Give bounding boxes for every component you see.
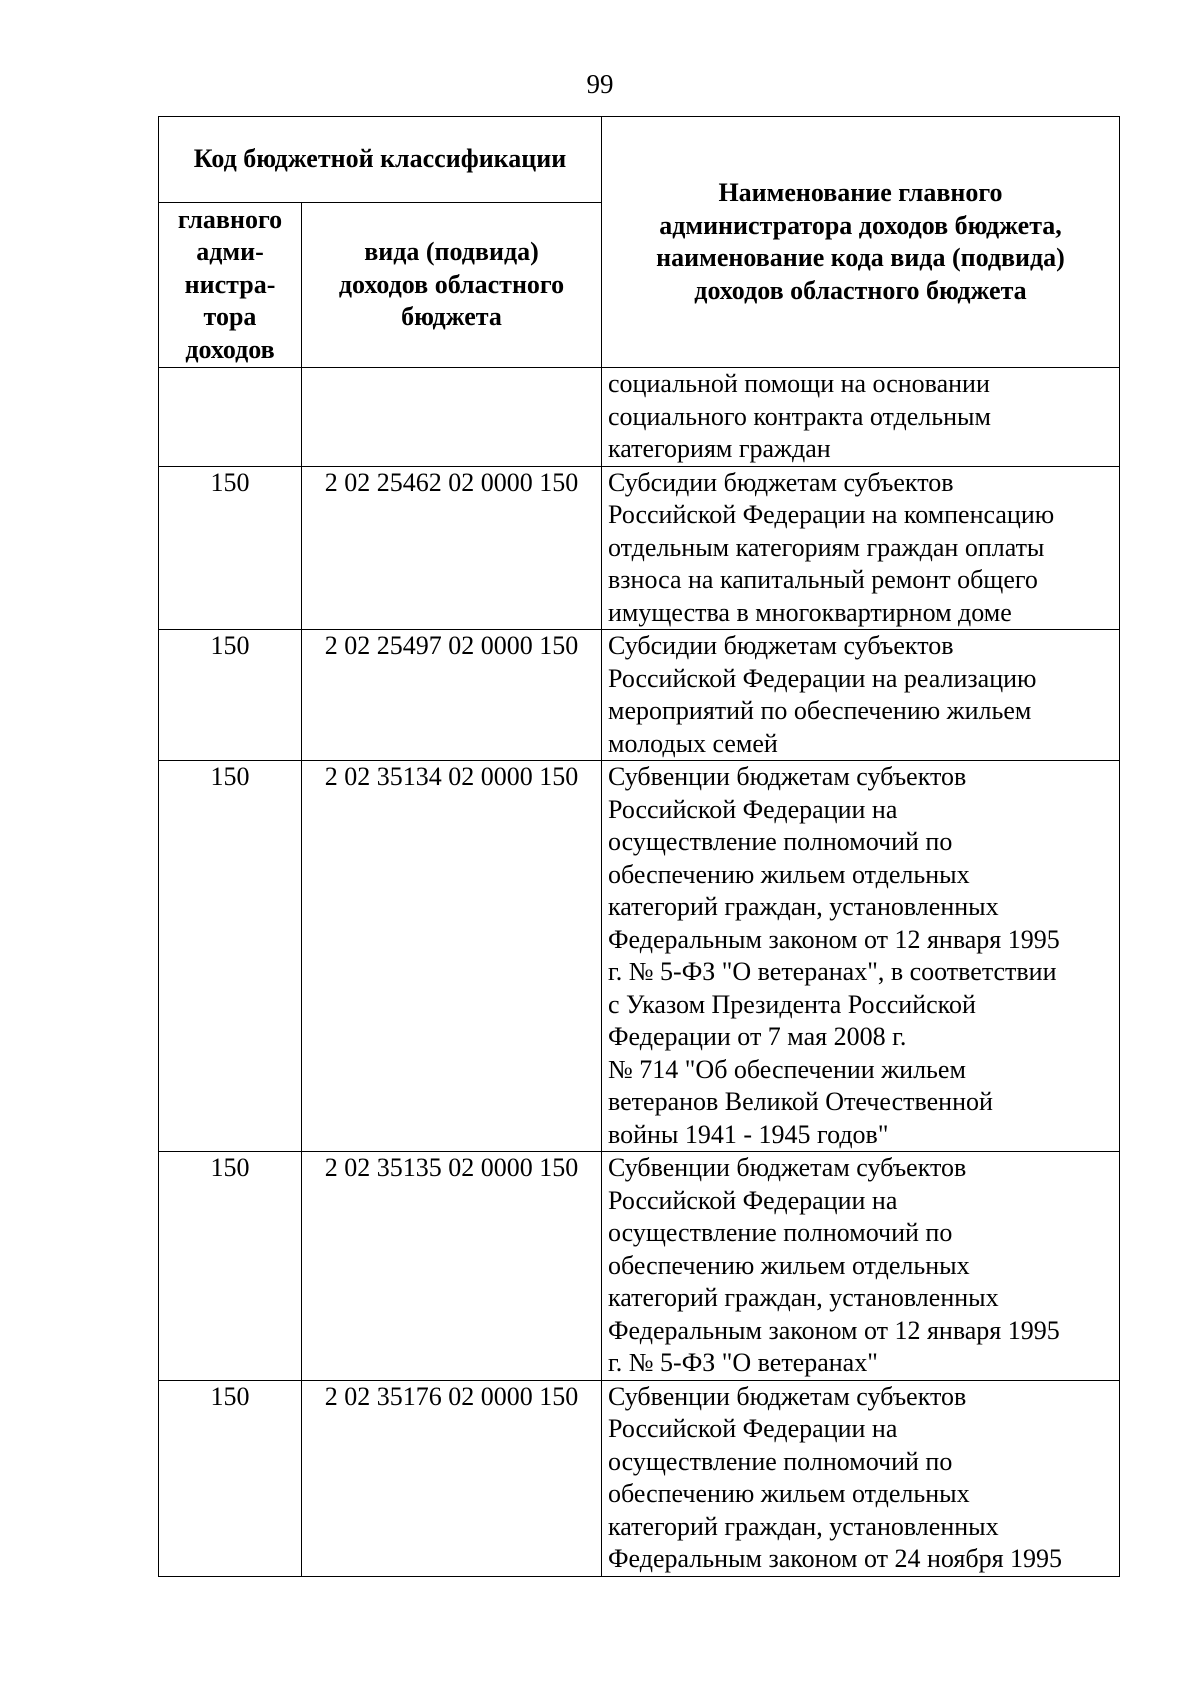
- name-line: Российской Федерации на: [608, 1414, 898, 1443]
- name-line: взноса на капитальный ремонт общего: [608, 565, 1038, 594]
- name-line: обеспечению жильем отдельных: [608, 1250, 970, 1280]
- name-line: Субсидии бюджетам субъектов: [608, 467, 954, 497]
- income-code-cell: [302, 368, 602, 467]
- header-admin-line: тора: [203, 302, 257, 332]
- header-name-line: наименование кода вида (подвида): [656, 243, 1065, 272]
- name-line: Российской Федерации на компенсацию: [608, 500, 1055, 529]
- name-line: социальной помощи на основании: [608, 369, 990, 398]
- admin-code-cell: 150: [159, 1380, 302, 1576]
- name-line: социального контракта отдельным: [608, 401, 991, 431]
- admin-code-cell: 150: [159, 630, 302, 761]
- name-line: молодых семей: [608, 728, 778, 758]
- header-admin-line: адми-: [196, 237, 264, 267]
- income-code-cell: 2 02 35134 02 0000 150: [302, 761, 602, 1152]
- header-code-column: [302, 203, 602, 368]
- income-code-cell: 2 02 35176 02 0000 150: [302, 1380, 602, 1576]
- table-row: [159, 1152, 1120, 1381]
- header-code-line: бюджета: [401, 302, 502, 332]
- income-name-cell: [602, 368, 1120, 467]
- table-row: [159, 466, 1120, 630]
- admin-code-cell: 150: [159, 1152, 302, 1381]
- name-line: г. № 5-ФЗ "О ветеранах", в соответствии: [608, 957, 1057, 986]
- income-name-cell: [602, 630, 1120, 761]
- income-code-cell: 2 02 25497 02 0000 150: [302, 630, 602, 761]
- header-admin-line: нистра-: [184, 269, 276, 299]
- table-body: [159, 368, 1120, 1577]
- header-name-column: [602, 117, 1120, 368]
- name-line: Федеральным законом от 12 января 1995: [608, 1315, 1060, 1345]
- name-line: осуществление полномочий по: [608, 1218, 953, 1247]
- name-line: обеспечению жильем отдельных: [608, 1479, 970, 1508]
- name-line: Федеральным законом от 12 января 1995: [608, 924, 1060, 954]
- income-name-cell: [602, 1152, 1120, 1381]
- name-line: категорий граждан, установленных: [608, 1283, 999, 1312]
- header-name-line: Наименование главного: [718, 178, 1003, 207]
- header-code-line: доходов областного: [338, 269, 565, 299]
- name-line: осуществление полномочий по: [608, 827, 953, 856]
- header-name-line: доходов областного бюджета: [694, 275, 1027, 305]
- name-line: Российской Федерации на: [608, 1185, 898, 1215]
- table-row: [159, 368, 1120, 467]
- admin-code-cell: 150: [159, 761, 302, 1152]
- table-header: [159, 117, 1120, 368]
- name-line: осуществление полномочий по: [608, 1446, 953, 1476]
- header-admin-column: [159, 203, 302, 368]
- header-admin-line: доходов: [185, 334, 275, 364]
- header-code-line: вида (подвида): [364, 237, 539, 267]
- name-line: Субсидии бюджетам субъектов: [608, 631, 954, 660]
- name-line: г. № 5-ФЗ "О ветеранах": [608, 1348, 878, 1377]
- header-admin-line: главного: [177, 204, 283, 234]
- name-line: с Указом Президента Российской: [608, 989, 976, 1019]
- name-line: обеспечению жильем отдельных: [608, 859, 970, 889]
- name-line: категорий граждан, установленных: [608, 892, 999, 921]
- name-line: мероприятий по обеспечению жильем: [608, 696, 1032, 725]
- name-line: категорий граждан, установленных: [608, 1511, 999, 1541]
- name-line: Федеральным законом от 24 ноября 1995: [608, 1544, 1063, 1573]
- name-line: отдельным категориям граждан оплаты: [608, 532, 1045, 562]
- name-line: № 714 "Об обеспечении жильем: [608, 1054, 966, 1084]
- admin-code-cell: 150: [159, 466, 302, 630]
- name-line: Субвенции бюджетам субъектов: [608, 1381, 967, 1411]
- name-line: Субвенции бюджетам субъектов: [608, 762, 967, 791]
- income-code-cell: 2 02 25462 02 0000 150: [302, 466, 602, 630]
- name-line: имущества в многоквартирном доме: [608, 597, 1012, 627]
- income-code-cell: 2 02 35135 02 0000 150: [302, 1152, 602, 1381]
- admin-code-cell: [159, 368, 302, 467]
- page-number: 99: [586, 69, 614, 99]
- income-name-cell: [602, 1380, 1120, 1576]
- table-row: [159, 761, 1120, 1152]
- name-line: ветеранов Великой Отечественной: [608, 1087, 993, 1116]
- table-row: [159, 630, 1120, 761]
- name-line: категориям граждан: [608, 434, 831, 463]
- header-name-line: администратора доходов бюджета,: [659, 210, 1062, 240]
- name-line: войны 1941 - 1945 годов": [608, 1119, 889, 1149]
- income-name-cell: [602, 466, 1120, 630]
- name-line: Российской Федерации на: [608, 794, 898, 824]
- income-name-cell: [602, 761, 1120, 1152]
- budget-classification-table: [158, 116, 1120, 1577]
- name-line: Российской Федерации на реализацию: [608, 663, 1037, 693]
- name-line: Субвенции бюджетам субъектов: [608, 1153, 967, 1182]
- name-line: Федерации от 7 мая 2008 г.: [608, 1022, 907, 1051]
- header-group-budget-classification: Код бюджетной классификации: [159, 117, 602, 203]
- table-row: [159, 1380, 1120, 1576]
